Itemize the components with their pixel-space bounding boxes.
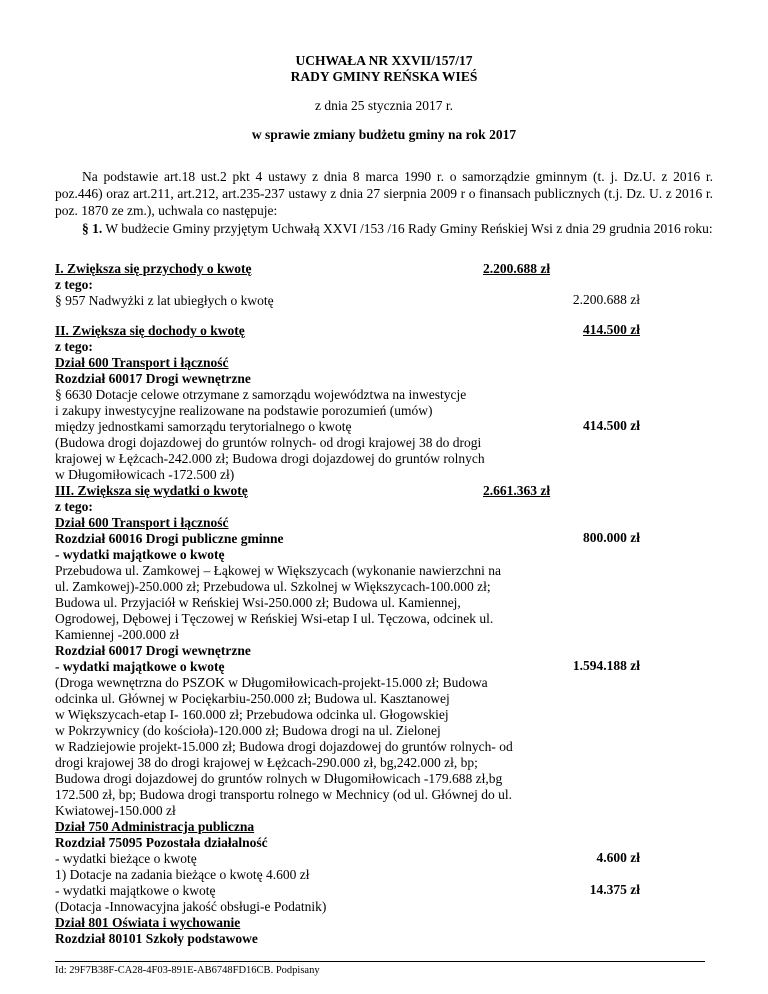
footer-id: Id: 29F7B38F-CA28-4F03-891E-AB6748FD16CB. Podpisany	[55, 965, 320, 976]
rozdzial-60017-line: drogi krajowej 38 do drogi krajowej w Łężcach-290.000 zł, bg,242.000 zł, bp;	[55, 755, 478, 770]
part-3-amount: 2.661.363 zł	[483, 483, 551, 498]
rozdzial-60017-line: odcinka ul. Głównej w Pociękarbiu-250.000 zł; Budowa ul. Kasztanowej	[55, 691, 450, 706]
rozdzial-60016-amount: 800.000 zł	[583, 530, 640, 545]
part-2-line: (Budowa drogi dojazdowej do gruntów rolnych- od drogi krajowej 38 do drogi	[55, 435, 482, 450]
footer-divider	[55, 961, 705, 962]
rozdzial-60017-line: Budowa drogi dojazdowej do gruntów rolnych w Długomiłowicach -179.688 zł,bg	[55, 771, 503, 786]
rozdzial-60017-wydatki: - wydatki majątkowe o kwotę	[55, 659, 225, 674]
part-2-line: krajowej w Łężcach-242.000 zł; Budowa drogi dojazdowej do gruntów rolnych	[55, 451, 485, 466]
rozdzial-60017-line: w Większycach-etap I- 160.000 zł; Przebudowa odcinka ul. Głogowskiej	[55, 707, 449, 722]
dotacja-note: (Dotacja -Innowacyjna jakość obsługi-e Podatnik)	[55, 899, 327, 914]
rozdzial-60017-line: w Radziejowie projekt-15.000 zł; Budowa drogi dojazdowej do gruntów rolnych- od	[55, 739, 513, 754]
wydatki-biezace: - wydatki bieżące o kwotę	[55, 851, 197, 866]
part-1-amount: 2.200.688 zł	[483, 261, 551, 276]
section-1-mark: § 1.	[82, 221, 103, 236]
part-2-z-tego: z tego:	[55, 339, 93, 354]
part-2-rozdzial: Rozdział 60017 Drogi wewnętrzne	[55, 371, 251, 386]
part-1-z-tego: z tego:	[55, 277, 93, 292]
wydatki-biezace-amount: 4.600 zł	[596, 850, 640, 865]
part-2-amount: 414.500 zł	[583, 322, 640, 337]
part-1-heading: I. Zwiększa się przychody o kwotę	[55, 261, 252, 276]
rozdzial-60016-line: Budowa ul. Przyjaciół w Reńskiej Wsi-250.000 zł; Budowa ul. Kamiennej,	[55, 595, 461, 610]
rozdzial-60016-line: ul. Zamkowej)-250.000 zł; Przebudowa ul. Szkolnej w Większycach-100.000 zł;	[55, 579, 491, 594]
preamble: Na podstawie art.18 ust.2 pkt 4 ustawy z dnia 8 marca 1990 r. o samorządzie gminnym (t. j. Dz.U. z 2016 r. poz.446) oraz art.211, art.212, art.235-237 ustawy z dnia 27 sierpnia 2009 r o finansach publicznych (t.j. Dz. U. z 2016 r. poz. 1870 ze zm.), uchwala co następuje:	[55, 169, 713, 218]
part-2-line: § 6630 Dotacje celowe otrzymane z samorządu województwa na inwestycje	[55, 387, 467, 402]
rozdzial-60017-line: 172.500 zł, bp; Budowa drogi transportu rolnego w Mechnicy (od ul. Głównej do ul.	[55, 787, 513, 802]
rozdzial-60016-wydatki: - wydatki majątkowe o kwotę	[55, 547, 225, 562]
part-3-dzial-600: Dział 600 Transport i łączność	[55, 515, 229, 530]
part-2-dzial: Dział 600 Transport i łączność	[55, 355, 229, 370]
rozdzial-60017: Rozdział 60017 Drogi wewnętrzne	[55, 643, 251, 658]
part-1-item-amount: 2.200.688 zł	[572, 292, 640, 307]
section-1-text: W budżecie Gminy przyjętym Uchwałą XXVI /153 /16 Rady Gminy Reńskiej Wsi z dnia 29 grudnia 2016 roku:	[105, 221, 713, 236]
rozdzial-60016-line: Kamiennej -200.000 zł	[55, 627, 180, 642]
rozdzial-60017-line: (Droga wewnętrzna do PSZOK w Długomiłowicach-projekt-15.000 zł; Budowa	[55, 675, 488, 690]
part-3-z-tego: z tego:	[55, 499, 93, 514]
part-1-item: § 957 Nadwyżki z lat ubiegłych o kwotę	[55, 293, 274, 308]
rozdzial-60017-amount: 1.594.188 zł	[572, 658, 640, 673]
document-date: z dnia 25 stycznia 2017 r.	[315, 98, 453, 113]
rozdzial-60017-line: Kwiatowej-150.000 zł	[55, 803, 176, 818]
rozdzial-60016-line: Ogrodowej, Dębowej i Tęczowej w Reńskiej Wsi-etap I ul. Tęczowa, odcinek ul.	[55, 611, 494, 626]
wydatki-majatkowe: - wydatki majątkowe o kwotę	[55, 883, 216, 898]
part-2-item-amount: 414.500 zł	[583, 418, 640, 433]
rozdzial-60016: Rozdział 60016 Drogi publiczne gminne	[55, 531, 284, 546]
rozdzial-75095: Rozdział 75095 Pozostała działalność	[55, 835, 268, 850]
part-3-dzial-801: Dział 801 Oświata i wychowanie	[55, 915, 241, 930]
section-1	[55, 220, 713, 237]
dotacje-biezace: 1) Dotacje na zadania bieżące o kwotę 4.600 zł	[55, 867, 310, 882]
part-3-dzial-750: Dział 750 Administracja publiczna	[55, 819, 255, 834]
rozdzial-60016-line: Przebudowa ul. Zamkowej – Łąkowej w Większycach (wykonanie nawierzchni na	[55, 563, 502, 578]
rozdzial-80101: Rozdział 80101 Szkoły podstawowe	[55, 931, 258, 946]
document-title: UCHWAŁA NR XXVII/157/17	[295, 53, 473, 68]
part-2-line: w Długomiłowicach -172.500 zł)	[55, 467, 235, 482]
wydatki-majatkowe-amount: 14.375 zł	[589, 882, 640, 897]
part-2-heading: II. Zwiększa się dochody o kwotę	[55, 323, 245, 338]
part-2-line: i zakupy inwestycyjne realizowane na podstawie porozumień (umów)	[55, 403, 433, 418]
document-issuer: RADY GMINY REŃSKA WIEŚ	[290, 69, 478, 84]
rozdzial-60017-line: w Pokrzywnicy (do kościoła)-120.000 zł; Budowa drogi na ul. Zielonej	[55, 723, 441, 738]
document-subject: w sprawie zmiany budżetu gminy na rok 2017	[251, 127, 517, 142]
part-2-line: między jednostkami samorządu terytorialnego o kwotę	[55, 419, 352, 434]
part-3-heading: III. Zwiększa się wydatki o kwotę	[55, 483, 248, 498]
